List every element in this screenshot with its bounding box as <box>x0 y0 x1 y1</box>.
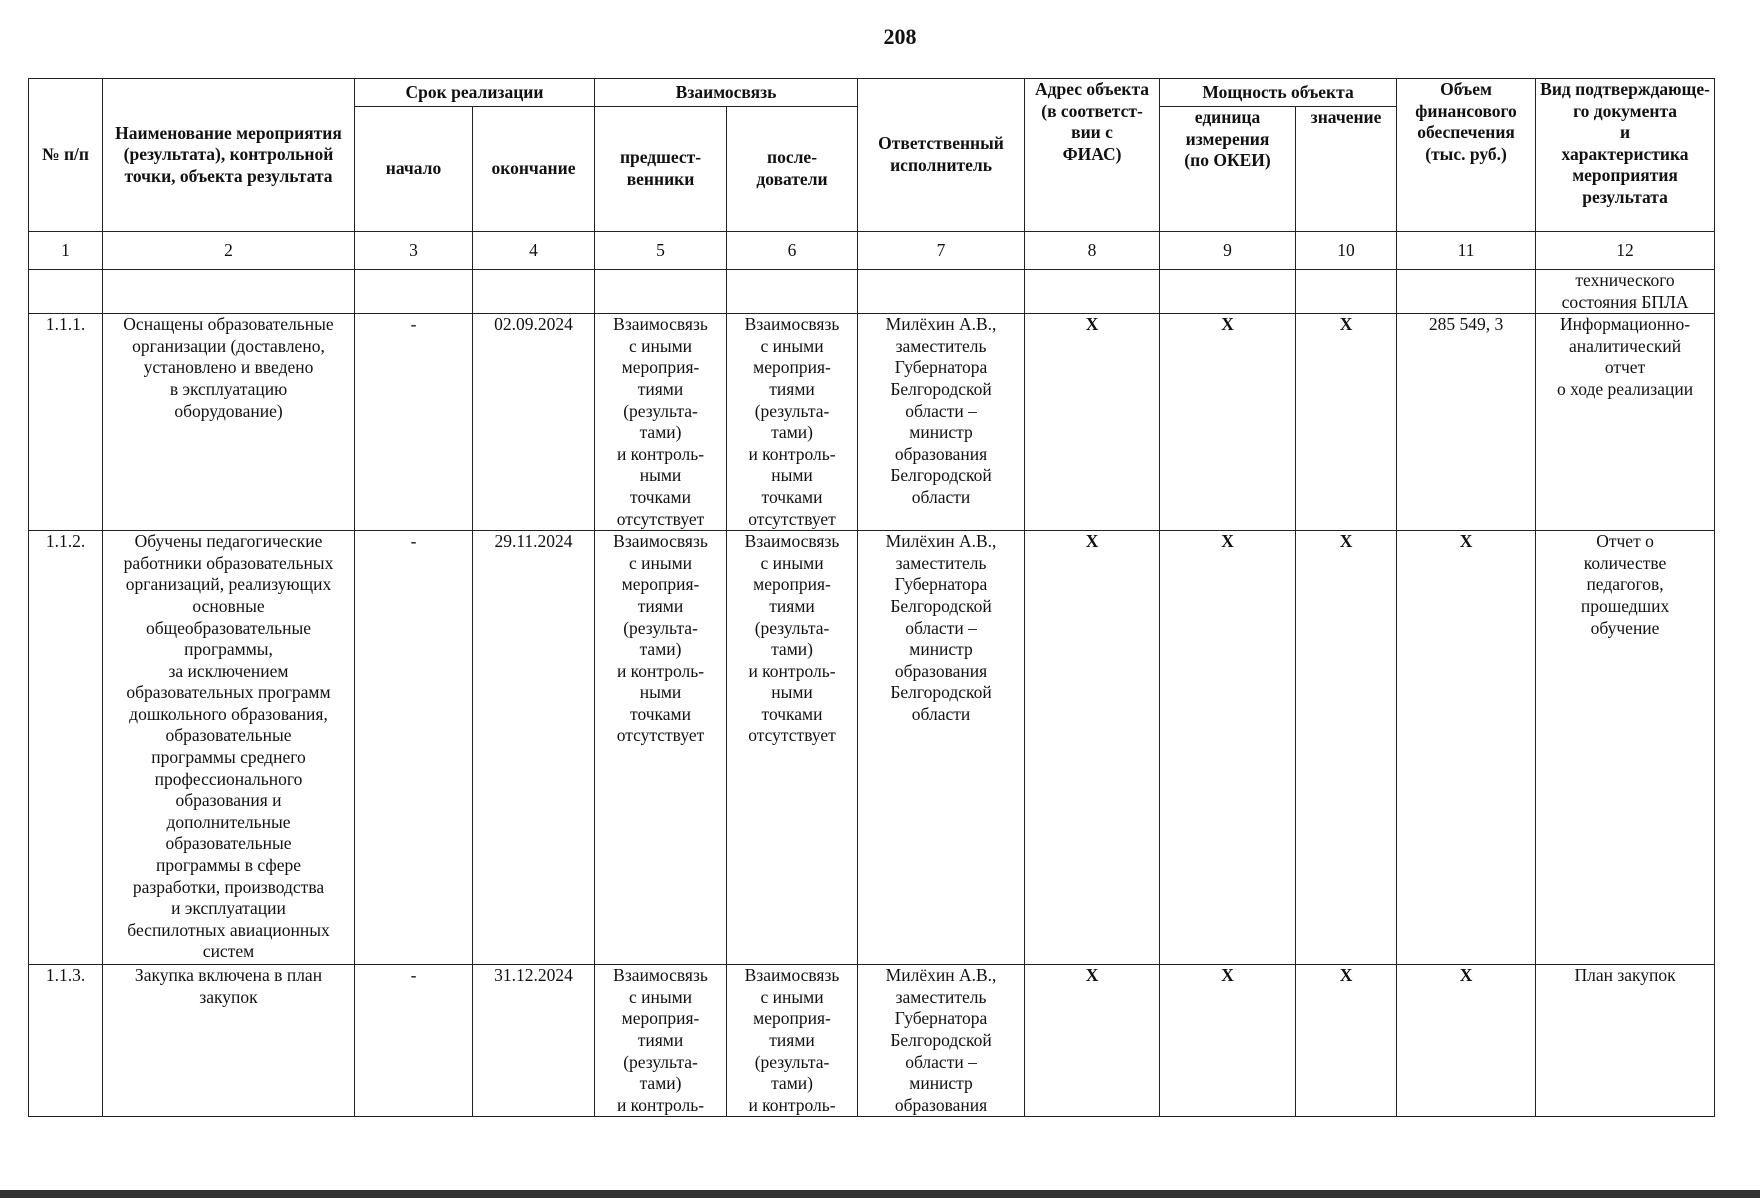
row-number: 1.1.2. <box>29 531 103 965</box>
header-group-link: Взаимосвязь <box>595 79 858 107</box>
row-document: План закупок <box>1536 965 1715 1117</box>
row-end: 29.11.2024 <box>473 531 595 965</box>
row-finance: X <box>1397 965 1536 1117</box>
header-col-10: значение <box>1296 107 1397 232</box>
row-value: X <box>1296 531 1397 965</box>
row-end: 02.09.2024 <box>473 314 595 531</box>
row-name: Обучены педагогические работники образовательных организаций, реализующих основные общеобразовательные программы, за исключением образовательных программ дошкольного образования, образовательные программы среднего профессионального образования и дополнительные образовательные программы в сфере разработки, производства и эксплуатации беспилотных авиационных систем <box>103 531 355 965</box>
row-name: Оснащены образовательные организации (доставлено, установлено и введено в эксплуатацию оборудование) <box>103 314 355 531</box>
row-number: 1.1.3. <box>29 965 103 1117</box>
row-successors: Взаимосвязь с иными мероприя- тиями (результа- тами) и контроль- <box>727 965 858 1117</box>
row-responsible: Милёхин А.В., заместитель Губернатора Белгородской области – министр образования <box>858 965 1025 1117</box>
row-unit: X <box>1160 965 1296 1117</box>
row-predecessors: Взаимосвязь с иными мероприя- тиями (результа- тами) и контроль- <box>595 965 727 1117</box>
row-successors: Взаимосвязь с иными мероприя- тиями (результа- тами) и контроль- ными точками отсутствует <box>727 314 858 531</box>
table-row <box>29 531 1715 965</box>
row-address: X <box>1025 314 1160 531</box>
row-address: X <box>1025 531 1160 965</box>
column-number: 6 <box>727 232 858 270</box>
column-number: 3 <box>355 232 473 270</box>
header-row-1 <box>29 79 1715 107</box>
column-number-row <box>29 232 1715 270</box>
header-col-9: единица измерения (по ОКЕИ) <box>1160 107 1296 232</box>
header-col-8: Адрес объекта (в соответст- вии с ФИАС) <box>1025 79 1160 232</box>
header-col-12: Вид подтверждающе- го документа и характеристика мероприятия результата <box>1536 79 1715 232</box>
row-responsible: Милёхин А.В., заместитель Губернатора Белгородской области – министр образования Белгородской области <box>858 314 1025 531</box>
row-document: Отчет о количестве педагогов, прошедших обучение <box>1536 531 1715 965</box>
row-finance: 285 549, 3 <box>1397 314 1536 531</box>
column-number: 4 <box>473 232 595 270</box>
table-row <box>29 965 1715 1117</box>
continuation-doc-cell: технического состояния БПЛА <box>1536 270 1715 314</box>
row-start: - <box>355 531 473 965</box>
row-value: X <box>1296 965 1397 1117</box>
header-group-power: Мощность объекта <box>1160 79 1397 107</box>
row-end: 31.12.2024 <box>473 965 595 1117</box>
row-number: 1.1.1. <box>29 314 103 531</box>
row-unit: X <box>1160 314 1296 531</box>
row-finance: X <box>1397 531 1536 965</box>
continuation-row <box>29 270 1715 314</box>
row-predecessors: Взаимосвязь с иными мероприя- тиями (результа- тами) и контроль- ными точками отсутствует <box>595 314 727 531</box>
column-number: 2 <box>103 232 355 270</box>
column-number: 7 <box>858 232 1025 270</box>
header-col-2: Наименование мероприятия (результата), контрольной точки, объекта результата <box>103 79 355 232</box>
row-value: X <box>1296 314 1397 531</box>
header-col-3: начало <box>355 107 473 232</box>
row-responsible: Милёхин А.В., заместитель Губернатора Белгородской области – министр образования Белгородской области <box>858 531 1025 965</box>
header-col-1: № п/п <box>29 79 103 232</box>
row-address: X <box>1025 965 1160 1117</box>
table-row <box>29 314 1715 531</box>
column-number: 5 <box>595 232 727 270</box>
column-number: 8 <box>1025 232 1160 270</box>
header-col-11: Объем финансового обеспечения (тыс. руб.) <box>1397 79 1536 232</box>
header-group-srok: Срок реализации <box>355 79 595 107</box>
row-name: Закупка включена в план закупок <box>103 965 355 1117</box>
column-number: 12 <box>1536 232 1715 270</box>
row-document: Информационно- аналитический отчет о ходе реализации <box>1536 314 1715 531</box>
scan-edge-bar <box>0 1190 1760 1198</box>
header-col-4: окончание <box>473 107 595 232</box>
column-number: 11 <box>1397 232 1536 270</box>
page-number: 208 <box>883 24 917 49</box>
row-unit: X <box>1160 531 1296 965</box>
header-col-6: после- дователи <box>727 107 858 232</box>
row-start: - <box>355 314 473 531</box>
column-number: 1 <box>29 232 103 270</box>
header-col-5: предшест- венники <box>595 107 727 232</box>
column-number: 10 <box>1296 232 1397 270</box>
row-start: - <box>355 965 473 1117</box>
plan-table <box>28 78 1715 1117</box>
row-predecessors: Взаимосвязь с иными мероприя- тиями (результа- тами) и контроль- ными точками отсутствует <box>595 531 727 965</box>
header-col-7: Ответственный исполнитель <box>858 79 1025 232</box>
column-number: 9 <box>1160 232 1296 270</box>
row-successors: Взаимосвязь с иными мероприя- тиями (результа- тами) и контроль- ными точками отсутствует <box>727 531 858 965</box>
